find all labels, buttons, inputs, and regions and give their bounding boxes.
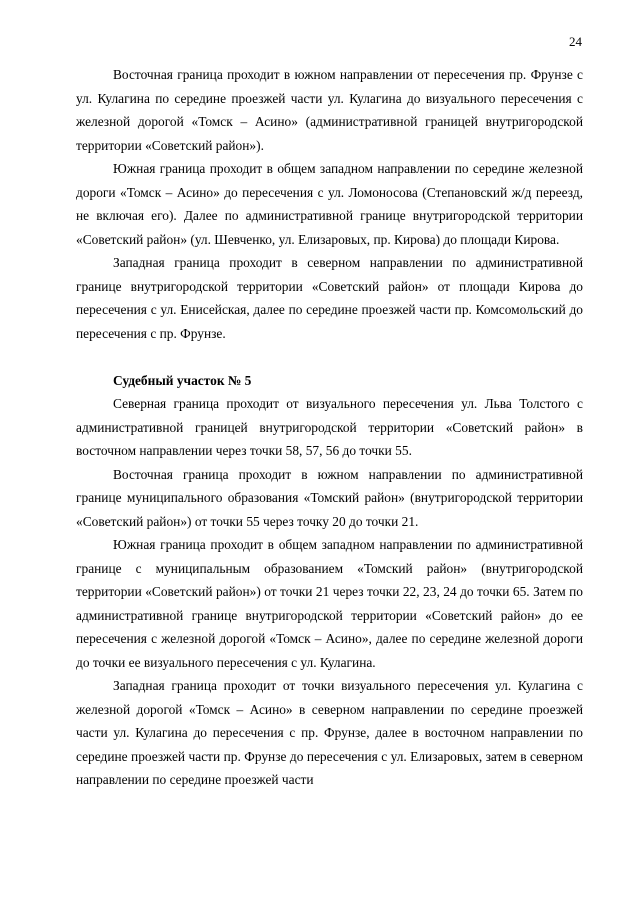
document-body (76, 63, 583, 792)
paragraph-south-boundary: Южная граница проходит в общем западном направлении по середине железной дороги «Томск – Асино» до пересечения с ул. Ломоносова (Степановский ж/д переезд, не включая его). Далее по административной границе внутригородской территории «Советский район» (ул. Шевченко, ул. Елизаровых, пр. Кирова) до площади Кирова. (76, 161, 583, 247)
page-number: 24 (569, 34, 582, 49)
paragraph-north-boundary-5: Северная граница проходит от визуального пересечения ул. Льва Толстого с административной границей внутригородской территории «Советский район» в восточном направлении через точки 58, 57, 56 до точки 55. (76, 396, 583, 458)
paragraph-south-boundary-5: Южная граница проходит в общем западном направлении по административной границе с муниципальным образованием «Томский район» (внутригородской территории «Советский район») от точки 21 через точки 22, 23, 24 до точки 65. Затем по административной границе внутригородской территории «Советский район» до ее пересечения с железной дорогой «Томск – Асино», далее по середине железной дороги до точки ее визуального пересечения с ул. Кулагина. (76, 537, 583, 670)
section-heading: Судебный участок № 5 (113, 372, 252, 388)
paragraph-east-boundary: Восточная граница проходит в южном направлении от пересечения пр. Фрунзе с ул. Кулагина по середине проезжей части ул. Кулагина до визуального пересечения с железной дорогой «Томск – Асино» (административной границей внутригородской территории «Советский район»). (76, 67, 583, 153)
paragraph-east-boundary-5: Восточная граница проходит в южном направлении по административной границе муниципального образования «Томский район» (внутригородской территории «Советский район») от точки 55 через точку 20 до точки 21. (76, 466, 583, 529)
paragraph-west-boundary-5: Западная граница проходит от точки визуального пересечения ул. Кулагина с железной дорогой «Томск – Асино» в северном направлении по середине проезжей части ул. Кулагина до пересечения с пр. Фрунзе, далее в восточном направлении по середине проезжей части пр. Фрунзе до пересечения с ул. Елизаровых, затем в северном направлении по середине проезжей части (76, 678, 583, 787)
paragraph-west-boundary: Западная граница проходит в северном направлении по административной границе внутригородской территории «Советский район» от площади Кирова до пересечения с ул. Енисейская, далее по середине проезжей части пр. Комсомольский до пересечения с пр. Фрунзе. (76, 255, 583, 341)
